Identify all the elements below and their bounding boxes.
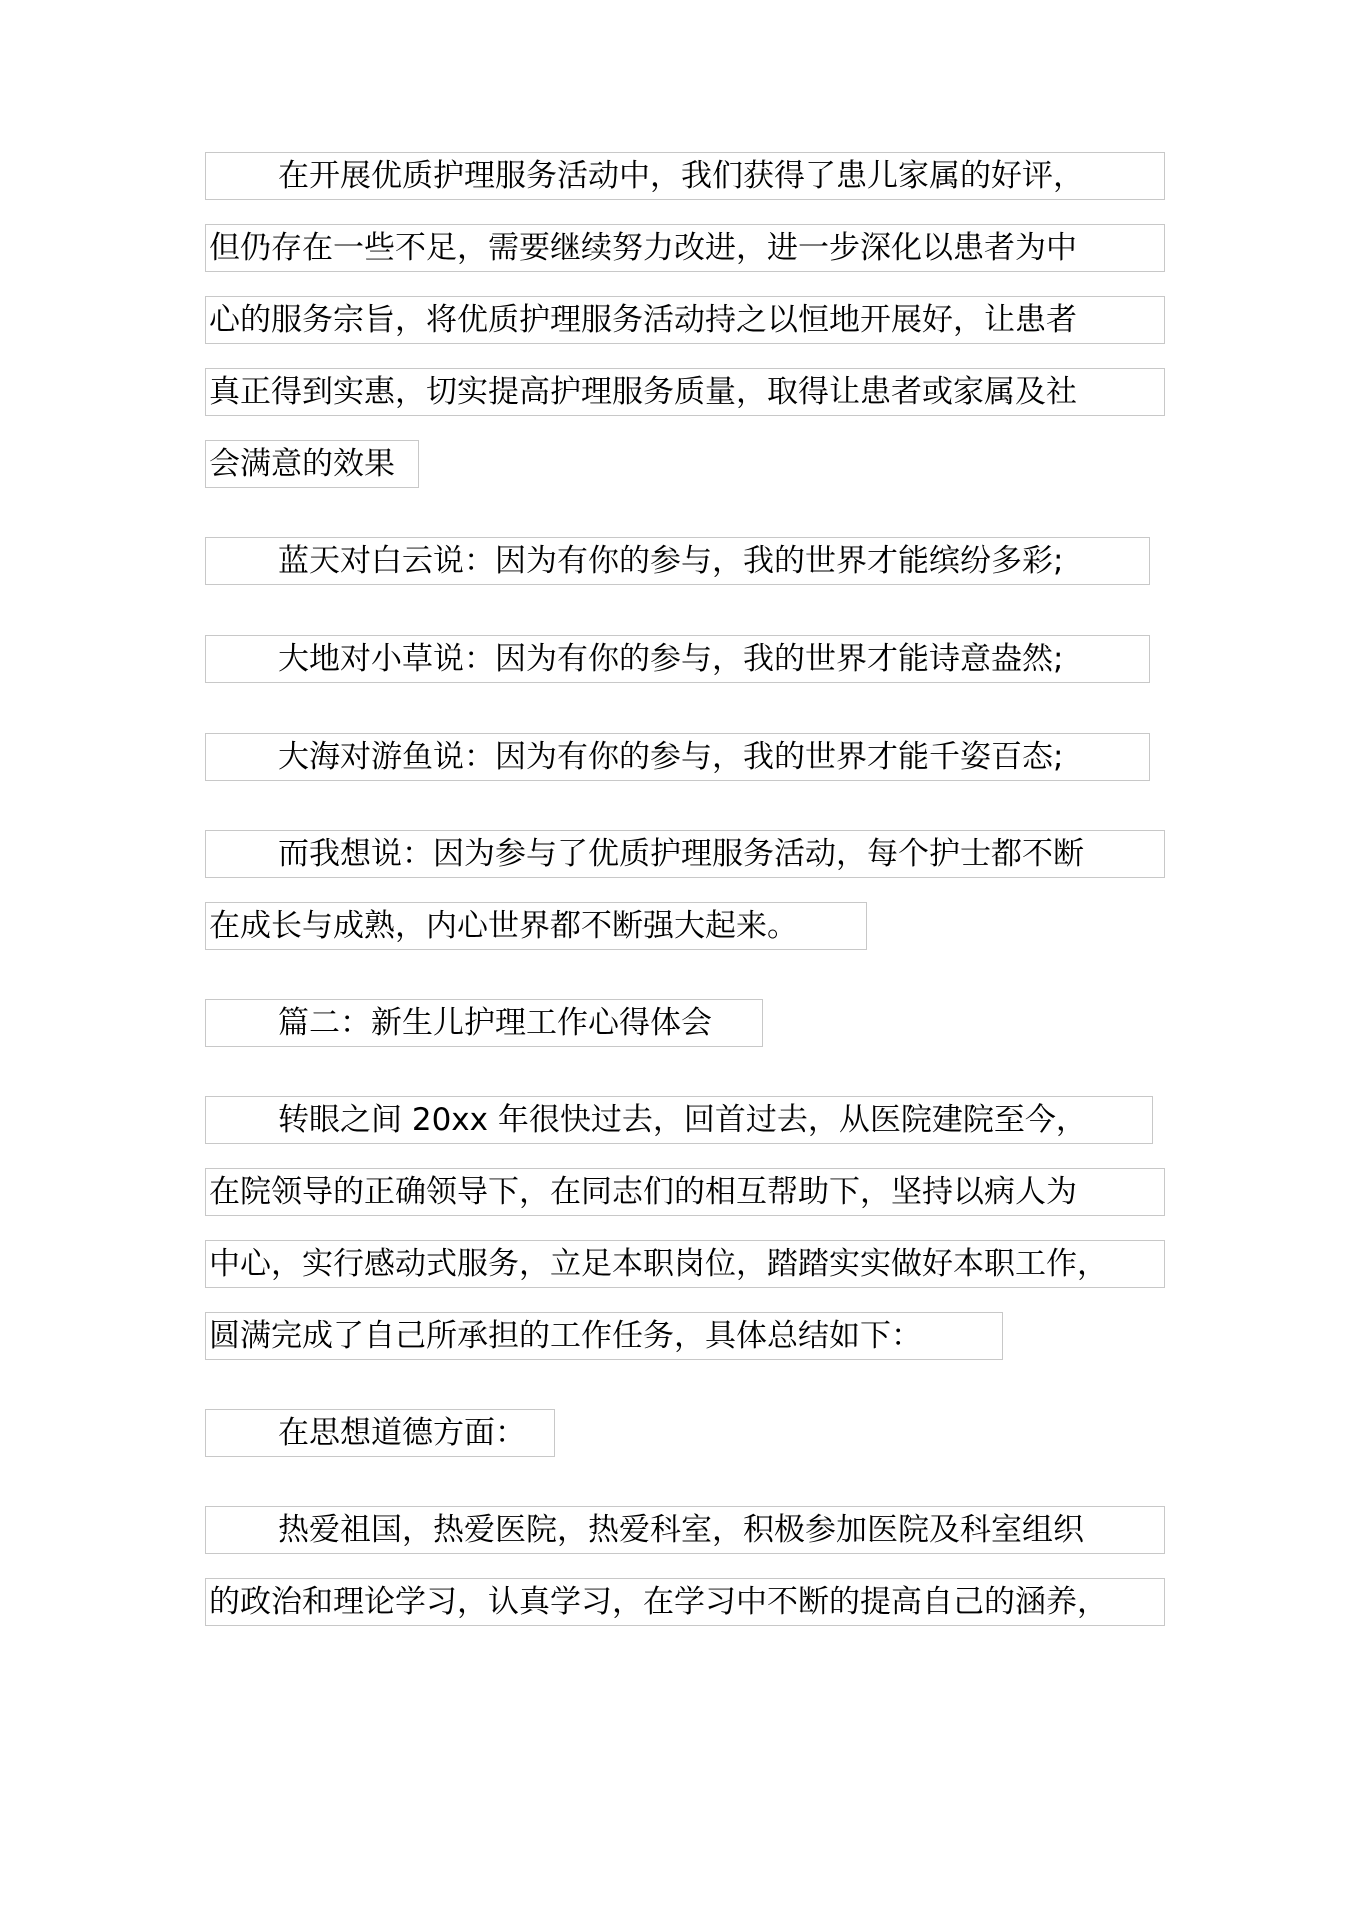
paragraph-8-line-1: 热爱祖国，热爱医院，热爱科室，积极参加医院及科室组织 [205, 1506, 1165, 1554]
paragraph-6-line-1: 转眼之间 20xx 年很快过去，回首过去，从医院建院至今， [205, 1096, 1153, 1144]
paragraph-1-line-4: 真正得到实惠，切实提高护理服务质量，取得让患者或家属及社 [205, 368, 1165, 416]
paragraph-1-line-5: 会满意的效果 [205, 440, 419, 488]
section-heading: 篇二：新生儿护理工作心得体会 [205, 999, 763, 1047]
paragraph-6-line-4: 圆满完成了自己所承担的工作任务，具体总结如下： [205, 1312, 1003, 1360]
paragraph-7-line-1: 在思想道德方面： [205, 1409, 555, 1457]
paragraph-6-line-3: 中心，实行感动式服务，立足本职岗位，踏踏实实做好本职工作， [205, 1240, 1165, 1288]
paragraph-3-line-1: 大地对小草说：因为有你的参与，我的世界才能诗意盎然; [205, 635, 1150, 683]
paragraph-1-line-2: 但仍存在一些不足，需要继续努力改进，进一步深化以患者为中 [205, 224, 1165, 272]
paragraph-2-line-1: 蓝天对白云说：因为有你的参与，我的世界才能缤纷多彩; [205, 537, 1150, 585]
paragraph-5-line-1: 而我想说：因为参与了优质护理服务活动，每个护士都不断 [205, 830, 1165, 878]
paragraph-5-line-2: 在成长与成熟，内心世界都不断强大起来。 [205, 902, 867, 950]
paragraph-1-line-3: 心的服务宗旨，将优质护理服务活动持之以恒地开展好，让患者 [205, 296, 1165, 344]
paragraph-8-line-2: 的政治和理论学习，认真学习，在学习中不断的提高自己的涵养， [205, 1578, 1165, 1626]
paragraph-4-line-1: 大海对游鱼说：因为有你的参与，我的世界才能千姿百态; [205, 733, 1150, 781]
paragraph-1-line-1: 在开展优质护理服务活动中，我们获得了患儿家属的好评， [205, 152, 1165, 200]
paragraph-6-line-2: 在院领导的正确领导下，在同志们的相互帮助下，坚持以病人为 [205, 1168, 1165, 1216]
